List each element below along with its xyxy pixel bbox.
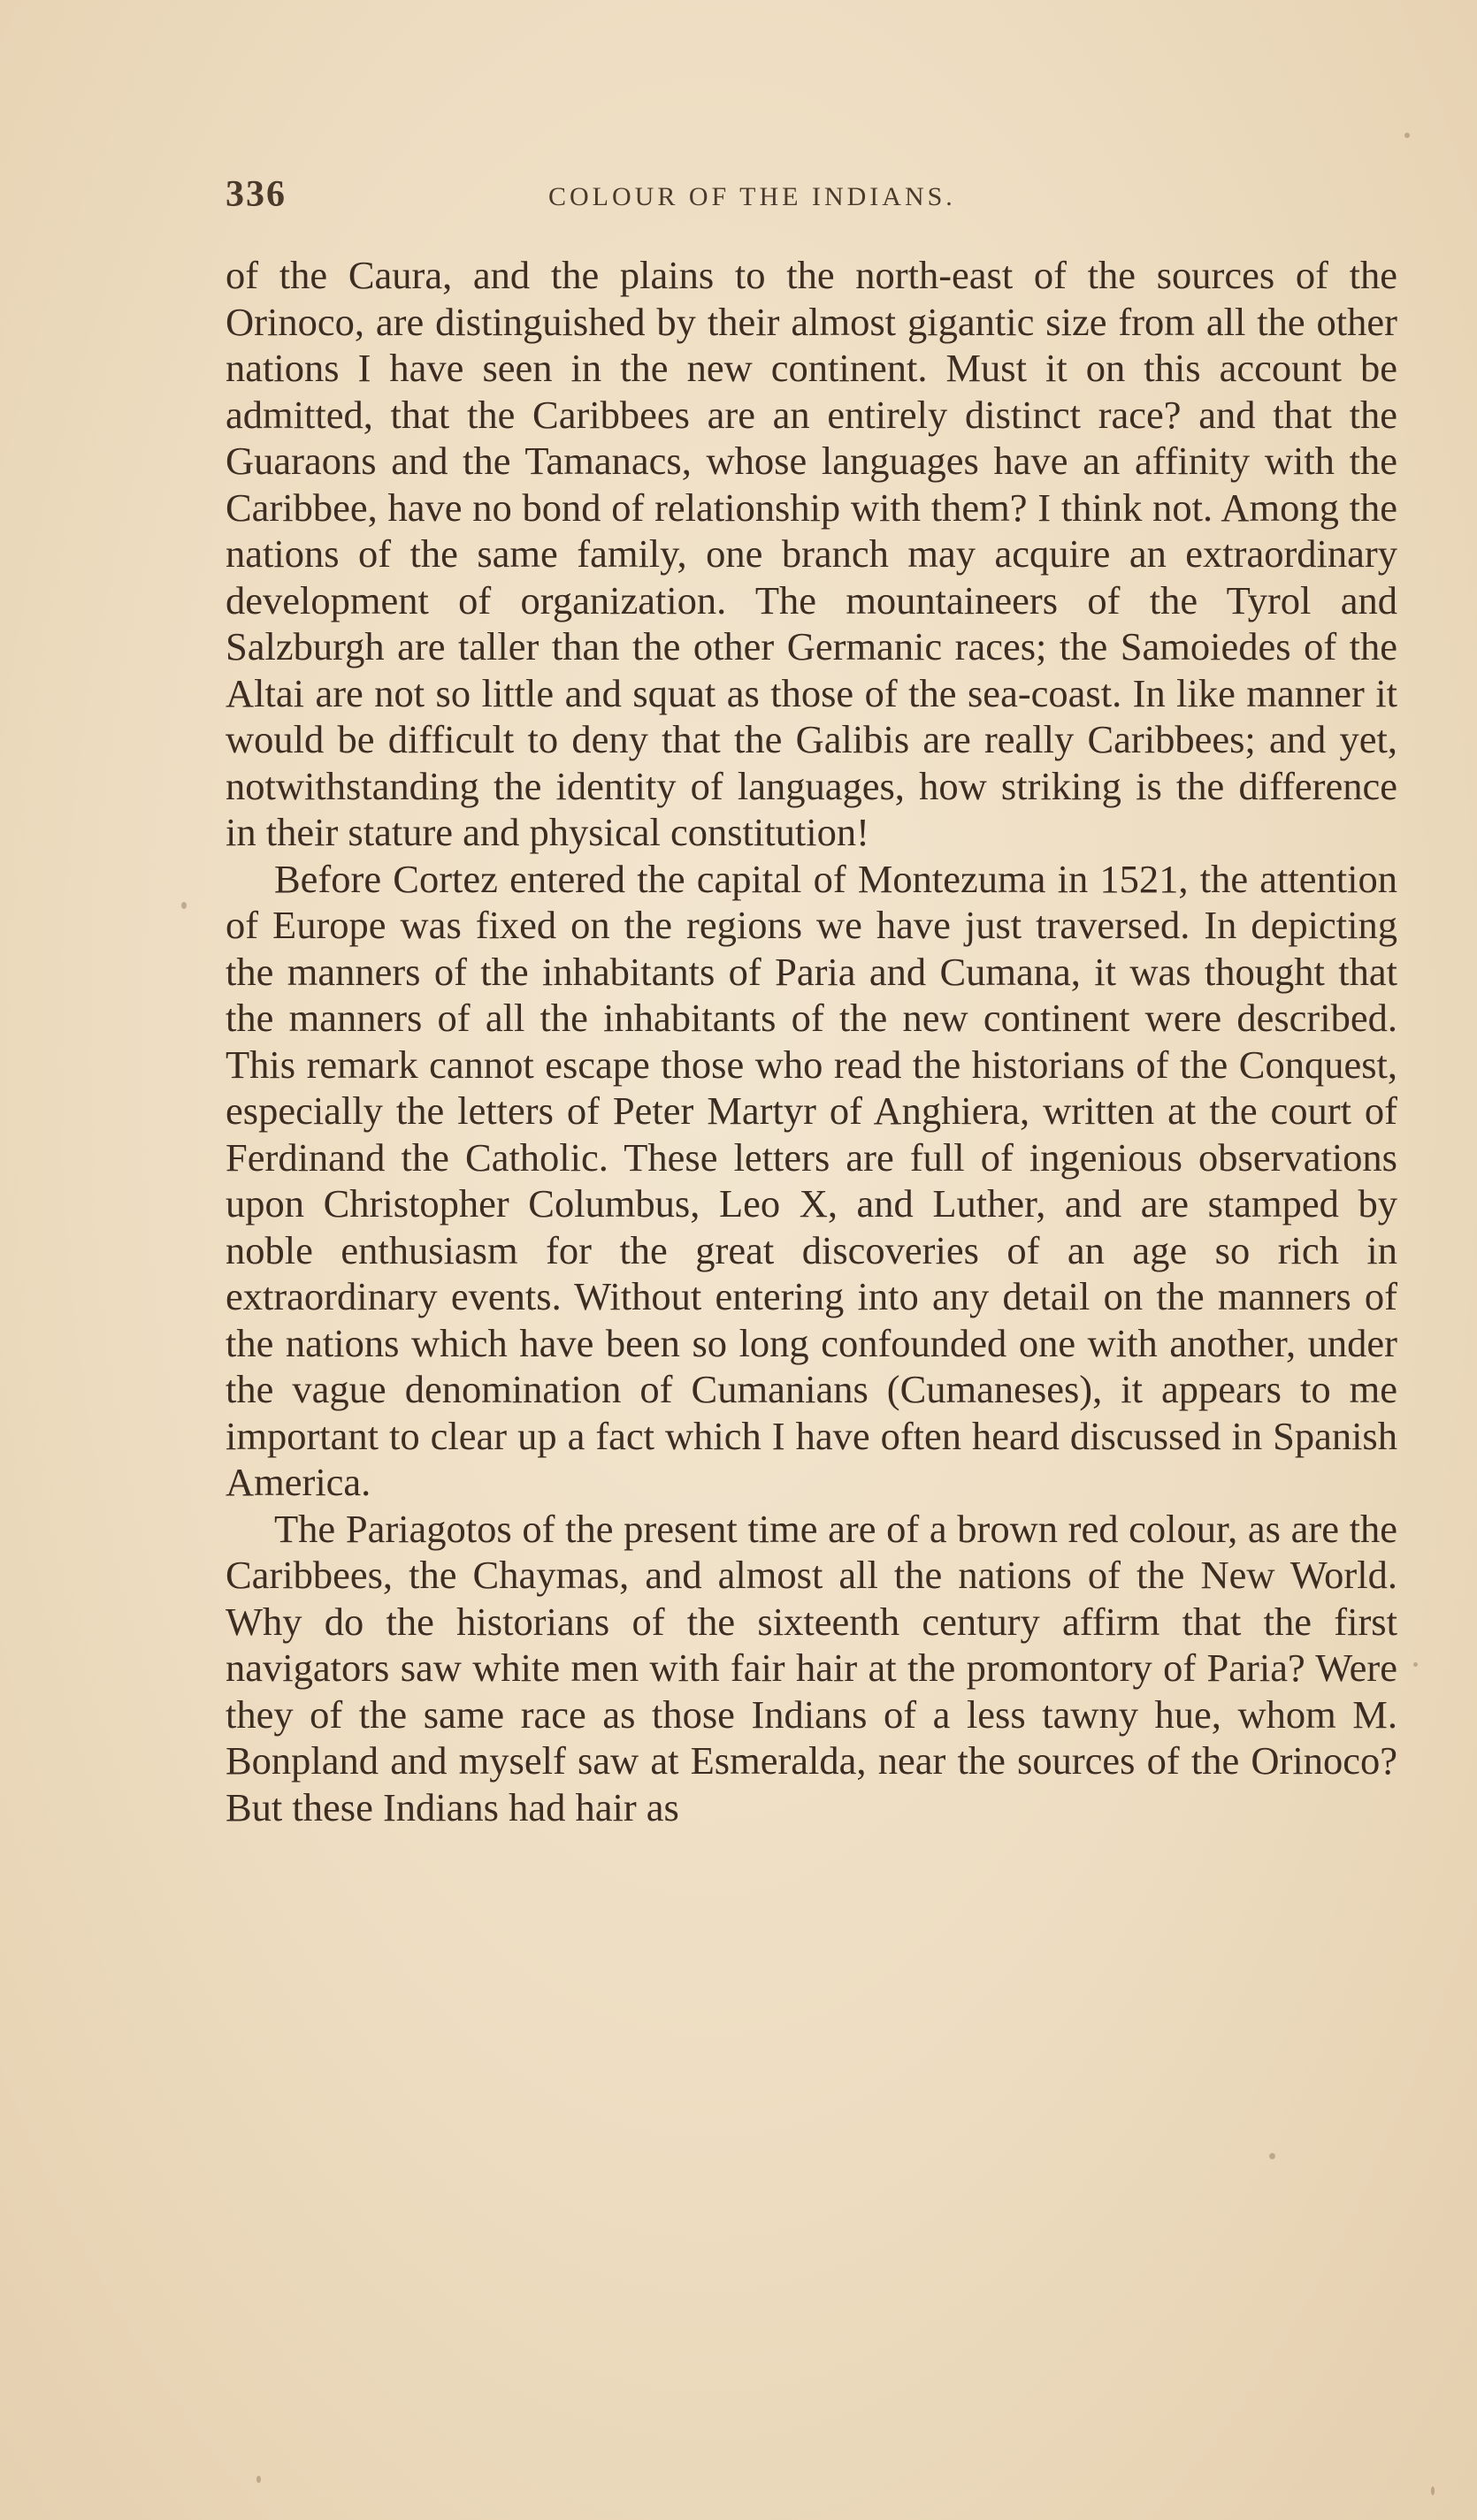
paragraph: Before Cortez entered the capital of Montezuma in 1521, the attention of Europe was fixed on the regions we have just traversed. In depicting the manners of the inhabitants of Paria and Cumana, it was thought that the manners of all the inhabitants of the new continent were described. This remark cannot escape those who read the historians of the Conquest, especially the letters of Peter Martyr of Anghiera, written at the court of Ferdinand the Catholic. These letters are full of ingenious observations upon Christopher Columbus, Leo X, and Luther, and are stamped by noble enthusiasm for the great discoveries of an age so rich in extraordinary events. Without entering into any detail on the manners of the nations which have been so long confounded one with another, under the vague denomination of Cumanians (Cumaneses), it appears to me important to clear up a fact which I have often heard discussed in Spanish America.: [226, 856, 1397, 1504]
paper-speck: [1431, 2486, 1435, 2495]
page-header: [226, 173, 1402, 226]
paper-speck: [1404, 133, 1410, 138]
page-number: 336: [226, 174, 287, 215]
running-title: COLOUR OF THE INDIANS.: [548, 182, 956, 211]
paragraph: The Pariagotos of the present time are of a brown red colour, as are the Caribbees, the Chaymas, and almost all the nations of the New World. Why do the historians of the sixteenth century affirm that the first navigators saw white men with fair hair at the promontory of Paria? Were they of the same race as those Indians of a less tawny hue, whom M. Bonpland and myself saw at Esmeralda, near the sources of the Orinoco? But these Indians had hair as: [226, 1506, 1397, 1829]
paper-speck: [1269, 2153, 1275, 2159]
paper-speck: [181, 902, 187, 909]
paper-speck: [1413, 1662, 1418, 1667]
paper-speck: [256, 2476, 261, 2483]
paragraph: of the Caura, and the plains to the north-east of the sources of the Orinoco, are distinguished by their almost gigantic size from all the other nations I have seen in the new continent. Must it on this account be admitted, that the Caribbees are an entirely distinct race? and that the Guaraons and the Tamanacs, whose languages have an affinity with the Caribbee, have no bond of relationship with them? I think not. Among the nations of the same family, one branch may acquire an extraordinary development of organization. The mountaineers of the Tyrol and Salzburgh are taller than the other Germanic races; the Samoiedes of the Altai are not so little and squat as those of the sea-coast. In like manner it would be difficult to deny that the Galibis are really Caribbees; and yet, notwithstanding the identity of languages, how striking is the difference in their stature and physical constitution!: [226, 253, 1397, 854]
body-text: [226, 252, 1397, 1830]
